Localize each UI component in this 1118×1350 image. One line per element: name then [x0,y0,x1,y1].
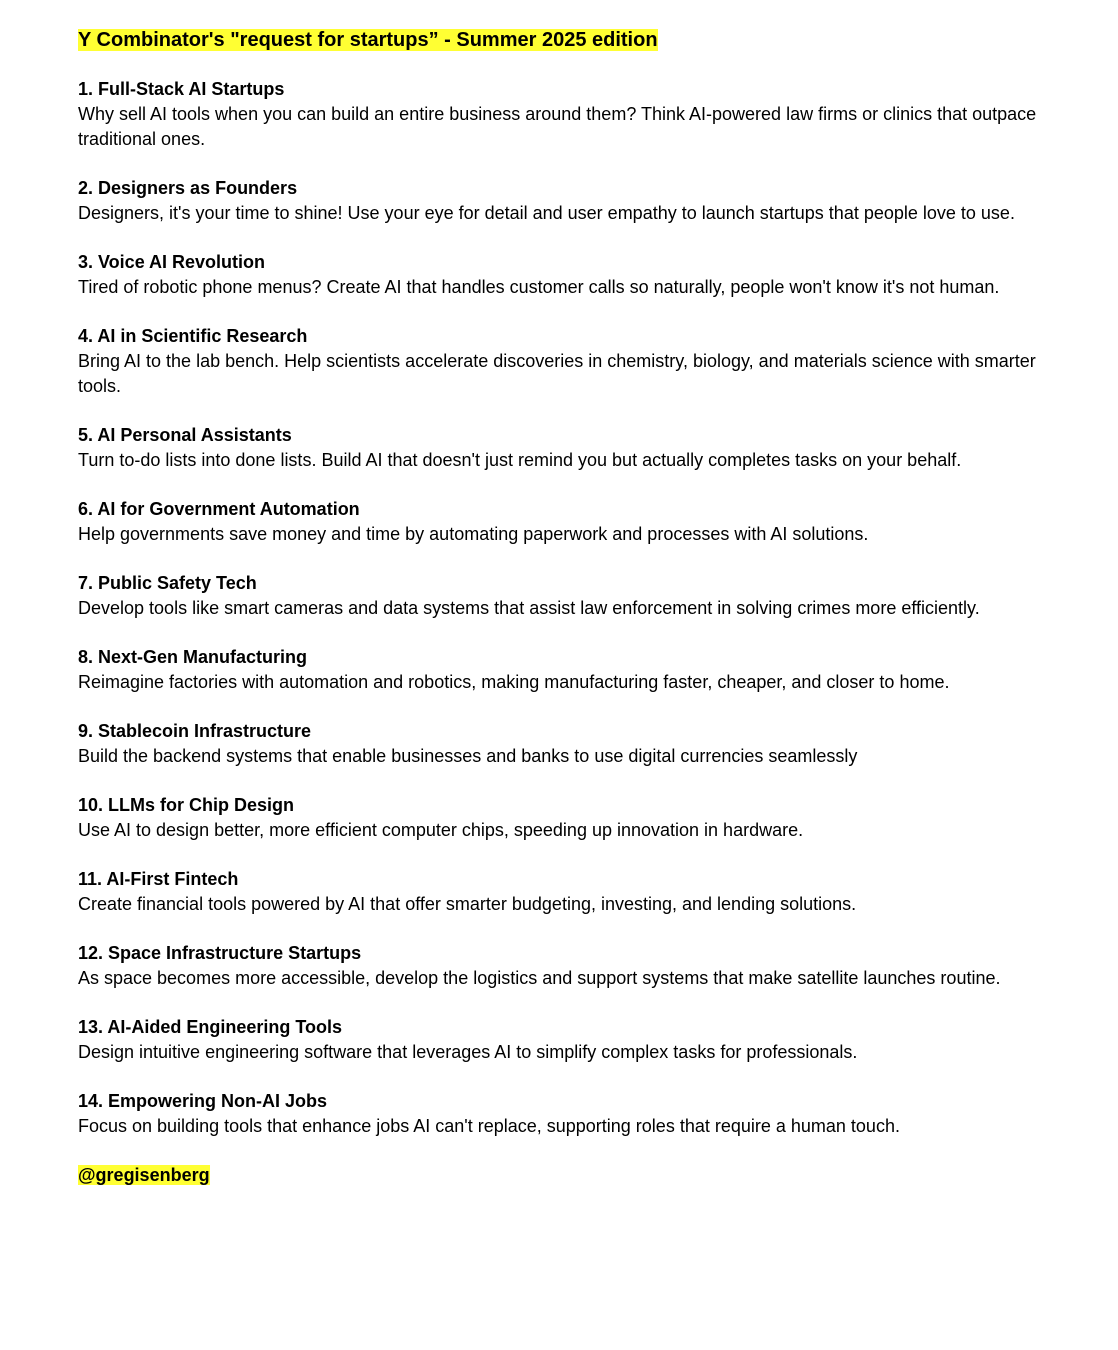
item-title: 13. AI-Aided Engineering Tools [78,1017,343,1037]
item-description: Develop tools like smart cameras and data systems that assist law enforcement in solving crimes more efficiently. [78,598,980,618]
item-description: Tired of robotic phone menus? Create AI that handles customer calls so naturally, people won't know it's not human. [78,277,1000,297]
list-item [78,719,1038,769]
item-title: 8. Next-Gen Manufacturing [78,647,308,667]
list-item [78,645,1038,695]
item-title: 10. LLMs for Chip Design [78,795,295,815]
author-handle [78,1163,1038,1188]
item-description: As space becomes more accessible, develop the logistics and support systems that make satellite launches routine. [78,968,1001,988]
document-title [78,26,1038,54]
request-list [78,77,1038,1139]
item-description: Use AI to design better, more efficient computer chips, speeding up innovation in hardware. [78,820,804,840]
list-item [78,324,1038,399]
title-highlight: Y Combinator's "request for startups” - Summer 2025 edition [78,29,658,51]
list-item [78,423,1038,473]
item-title: 14. Empowering Non-AI Jobs [78,1091,328,1111]
item-title: 2. Designers as Founders [78,178,298,198]
item-title: 11. AI-First Fintech [78,869,239,889]
list-item [78,571,1038,621]
list-item [78,1015,1038,1065]
item-description: Why sell AI tools when you can build an entire business around them? Think AI-powered law firms or clinics that outpace traditional ones. [78,104,1037,149]
list-item [78,176,1038,226]
handle-highlight: @gregisenberg [78,1165,210,1185]
list-item [78,1089,1038,1139]
document [78,26,1038,1188]
item-description: Help governments save money and time by automating paperwork and processes with AI solutions. [78,524,869,544]
item-title: 6. AI for Government Automation [78,499,360,519]
item-title: 7. Public Safety Tech [78,573,257,593]
item-title: 12. Space Infrastructure Startups [78,943,362,963]
item-description: Designers, it's your time to shine! Use your eye for detail and user empathy to launch startups that people love to use. [78,203,1015,223]
item-description: Build the backend systems that enable businesses and banks to use digital currencies seamlessly [78,746,858,766]
item-description: Reimagine factories with automation and robotics, making manufacturing faster, cheaper, and closer to home. [78,672,950,692]
list-item [78,497,1038,547]
item-description: Turn to-do lists into done lists. Build AI that doesn't just remind you but actually completes tasks on your behalf. [78,450,962,470]
item-description: Focus on building tools that enhance jobs AI can't replace, supporting roles that require a human touch. [78,1116,900,1136]
list-item [78,77,1038,152]
list-item [78,867,1038,917]
list-item [78,793,1038,843]
item-title: 5. AI Personal Assistants [78,425,292,445]
list-item [78,250,1038,300]
item-title: 4. AI in Scientific Research [78,326,308,346]
item-title: 1. Full-Stack AI Startups [78,79,285,99]
item-description: Create financial tools powered by AI that offer smarter budgeting, investing, and lending solutions. [78,894,857,914]
list-item [78,941,1038,991]
item-description: Design intuitive engineering software that leverages AI to simplify complex tasks for professionals. [78,1042,858,1062]
item-description: Bring AI to the lab bench. Help scientists accelerate discoveries in chemistry, biology, and materials science with smarter tools. [78,351,1036,396]
item-title: 9. Stablecoin Infrastructure [78,721,312,741]
item-title: 3. Voice AI Revolution [78,252,266,272]
